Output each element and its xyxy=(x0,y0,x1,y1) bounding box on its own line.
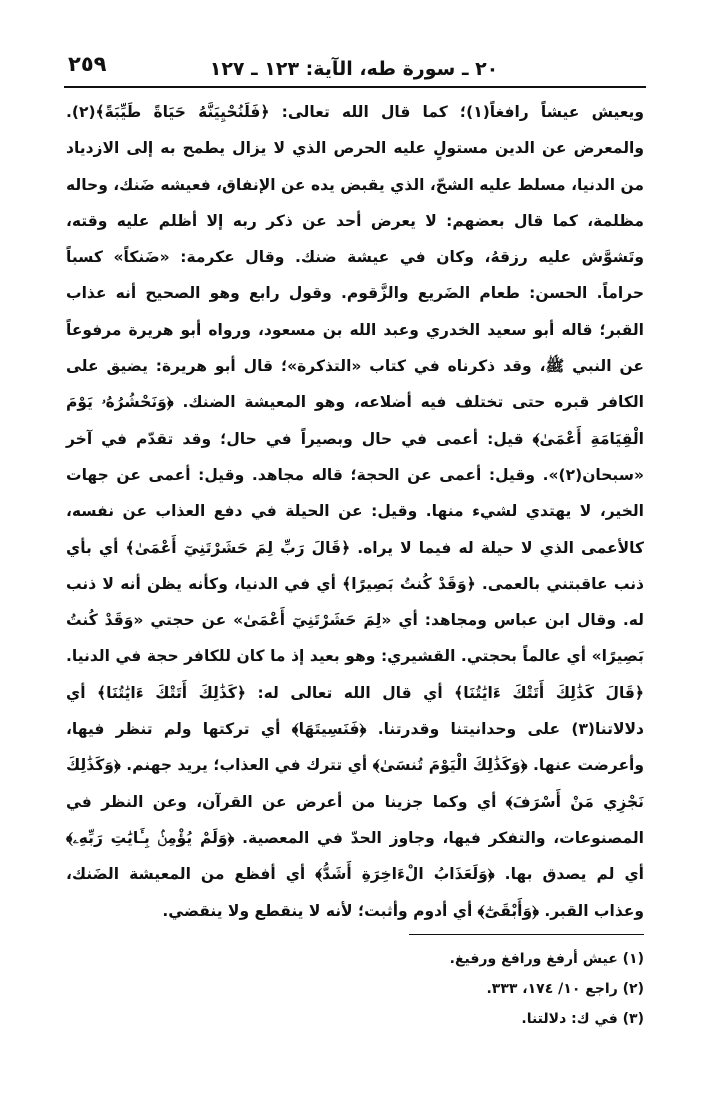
main-text xyxy=(66,94,644,929)
footnote-divider xyxy=(409,934,644,935)
page-number: ٢٥٩ xyxy=(68,52,107,76)
footnote-2: (٢) راجع ١٠/ ١٧٤، ٣٣٣. xyxy=(486,981,644,997)
running-title: ٢٠ ـ سورة طه، الآية: ١٢٣ ـ ١٢٧ xyxy=(209,58,499,80)
footnote-3: (٣) في ك: دلالتنا. xyxy=(521,1011,644,1027)
main-paragraph: ويعيش عيشاً رافغاً(١)؛ كما قال الله تعالى: ﴿فَلَنُحْيِيَنَّهُ حَيَاةً طَيِّبَةً﴾(٢). والمعرض عن الدين مستولٍ عليه الحرص الذي لا يزال يطمح به إلى الازدياد من الدنيا، مسلط عليه الشحّ، الذي يقبض يده عن الإنفاق، فعيشه ضَنك، وحاله مظلمة، كما قال بعضهم: لا يعرض أحد عن ذكر ربه إلا أظلم عليه وقته، وتَشوَّش عليه رزقهُ، وكان في عيشة ضنك. وقال عكرمة: «ضَنكاً» كسباً حراماً. الحسن: طعام الضَريع والزَّقوم. وقول رابع وهو الصحيح أنه عذاب القبر؛ قاله أبو سعيد الخدري وعبد الله بن مسعود، ورواه أبو هريرة مرفوعاً عن النبي ﷺ، وقد ذكرناه في كتاب «التذكرة»؛ قال أبو هريرة: يضيق على الكافر قبره حتى تختلف فيه أضلاعه، وهو المعيشة الضنك. ﴿وَنَحْشُرُهُۥ يَوْمَ الْقِيَامَةِ أَعْمَىٰ﴾ قيل: أعمى في حال وبصيراً في حال؛ وقد تقدّم في آخر «سبحان(٢)». وقيل: أعمى عن الحجة؛ قاله مجاهد. وقيل: أعمى عن جهات الخير، لا يهتدي لشيء منها. وقيل: عن الحيلة في دفع العذاب عن نفسه، كالأعمى الذي لا حيلة له فيما لا يراه. ﴿قَالَ رَبِّ لِمَ حَشَرْتَنِيٓ أَعْمَىٰ﴾ أي بأي ذنب عاقبتني بالعمى. ﴿وَقَدْ كُنتُ بَصِيرًا﴾ أي في الدنيا، وكأنه يظن أنه لا ذنب له. وقال ابن عباس ومجاهد: أي «لِمَ حَشَرْتَنِيٓ أَعْمَىٰ» عن حجتي «وَقَدْ كُنتُ بَصِيرًا» أي عالماً بحجتي. القشيري: وهو بعيد إذ ما كان للكافر حجة في الدنيا. ﴿قَالَ كَذَٰلِكَ أَتَتْكَ ءَايَٰتُنَا﴾ أي قال الله تعالى له: ﴿كَذَٰلِكَ أَتَتْكَ ءَايَٰتُنَا﴾ أي دلالاتنا(٣) على وحدانيتنا وقدرتنا. ﴿فَنَسِيتَهَا﴾ أي تركتها ولم تنظر فيها، وأعرضت عنها. ﴿وَكَذَٰلِكَ الْيَوْمَ تُنسَىٰ﴾ أي تترك في العذاب؛ يريد جهنم. ﴿وَكَذَٰلِكَ نَجْزِي مَنْ أَسْرَفَ﴾ أي وكما جزينا من أعرض عن القرآن، وعن النظر في المصنوعات، والتفكر فيها، وجاوز الحدّ في المعصية. ﴿وَلَمْ يُؤْمِنۢ بِـَٔايَٰتِ رَبِّهِۦ﴾ أي لم يصدق بها. ﴿وَلَعَذَابُ الْءَاخِرَةِ أَشَدُّ﴾ أي أفظع من المعيشة الضَنك، وعذاب القبر. ﴿وَأَبْقَىٰٓ﴾ أي أدوم وأثبت؛ لأنه لا ينقطع ولا ينقضي. xyxy=(66,103,645,920)
page-header xyxy=(68,52,640,86)
footnote-1: (١) عيش أرفغ ورافغ ورفيغ. xyxy=(449,951,644,967)
footnotes xyxy=(200,944,644,1034)
header-divider xyxy=(64,86,646,88)
